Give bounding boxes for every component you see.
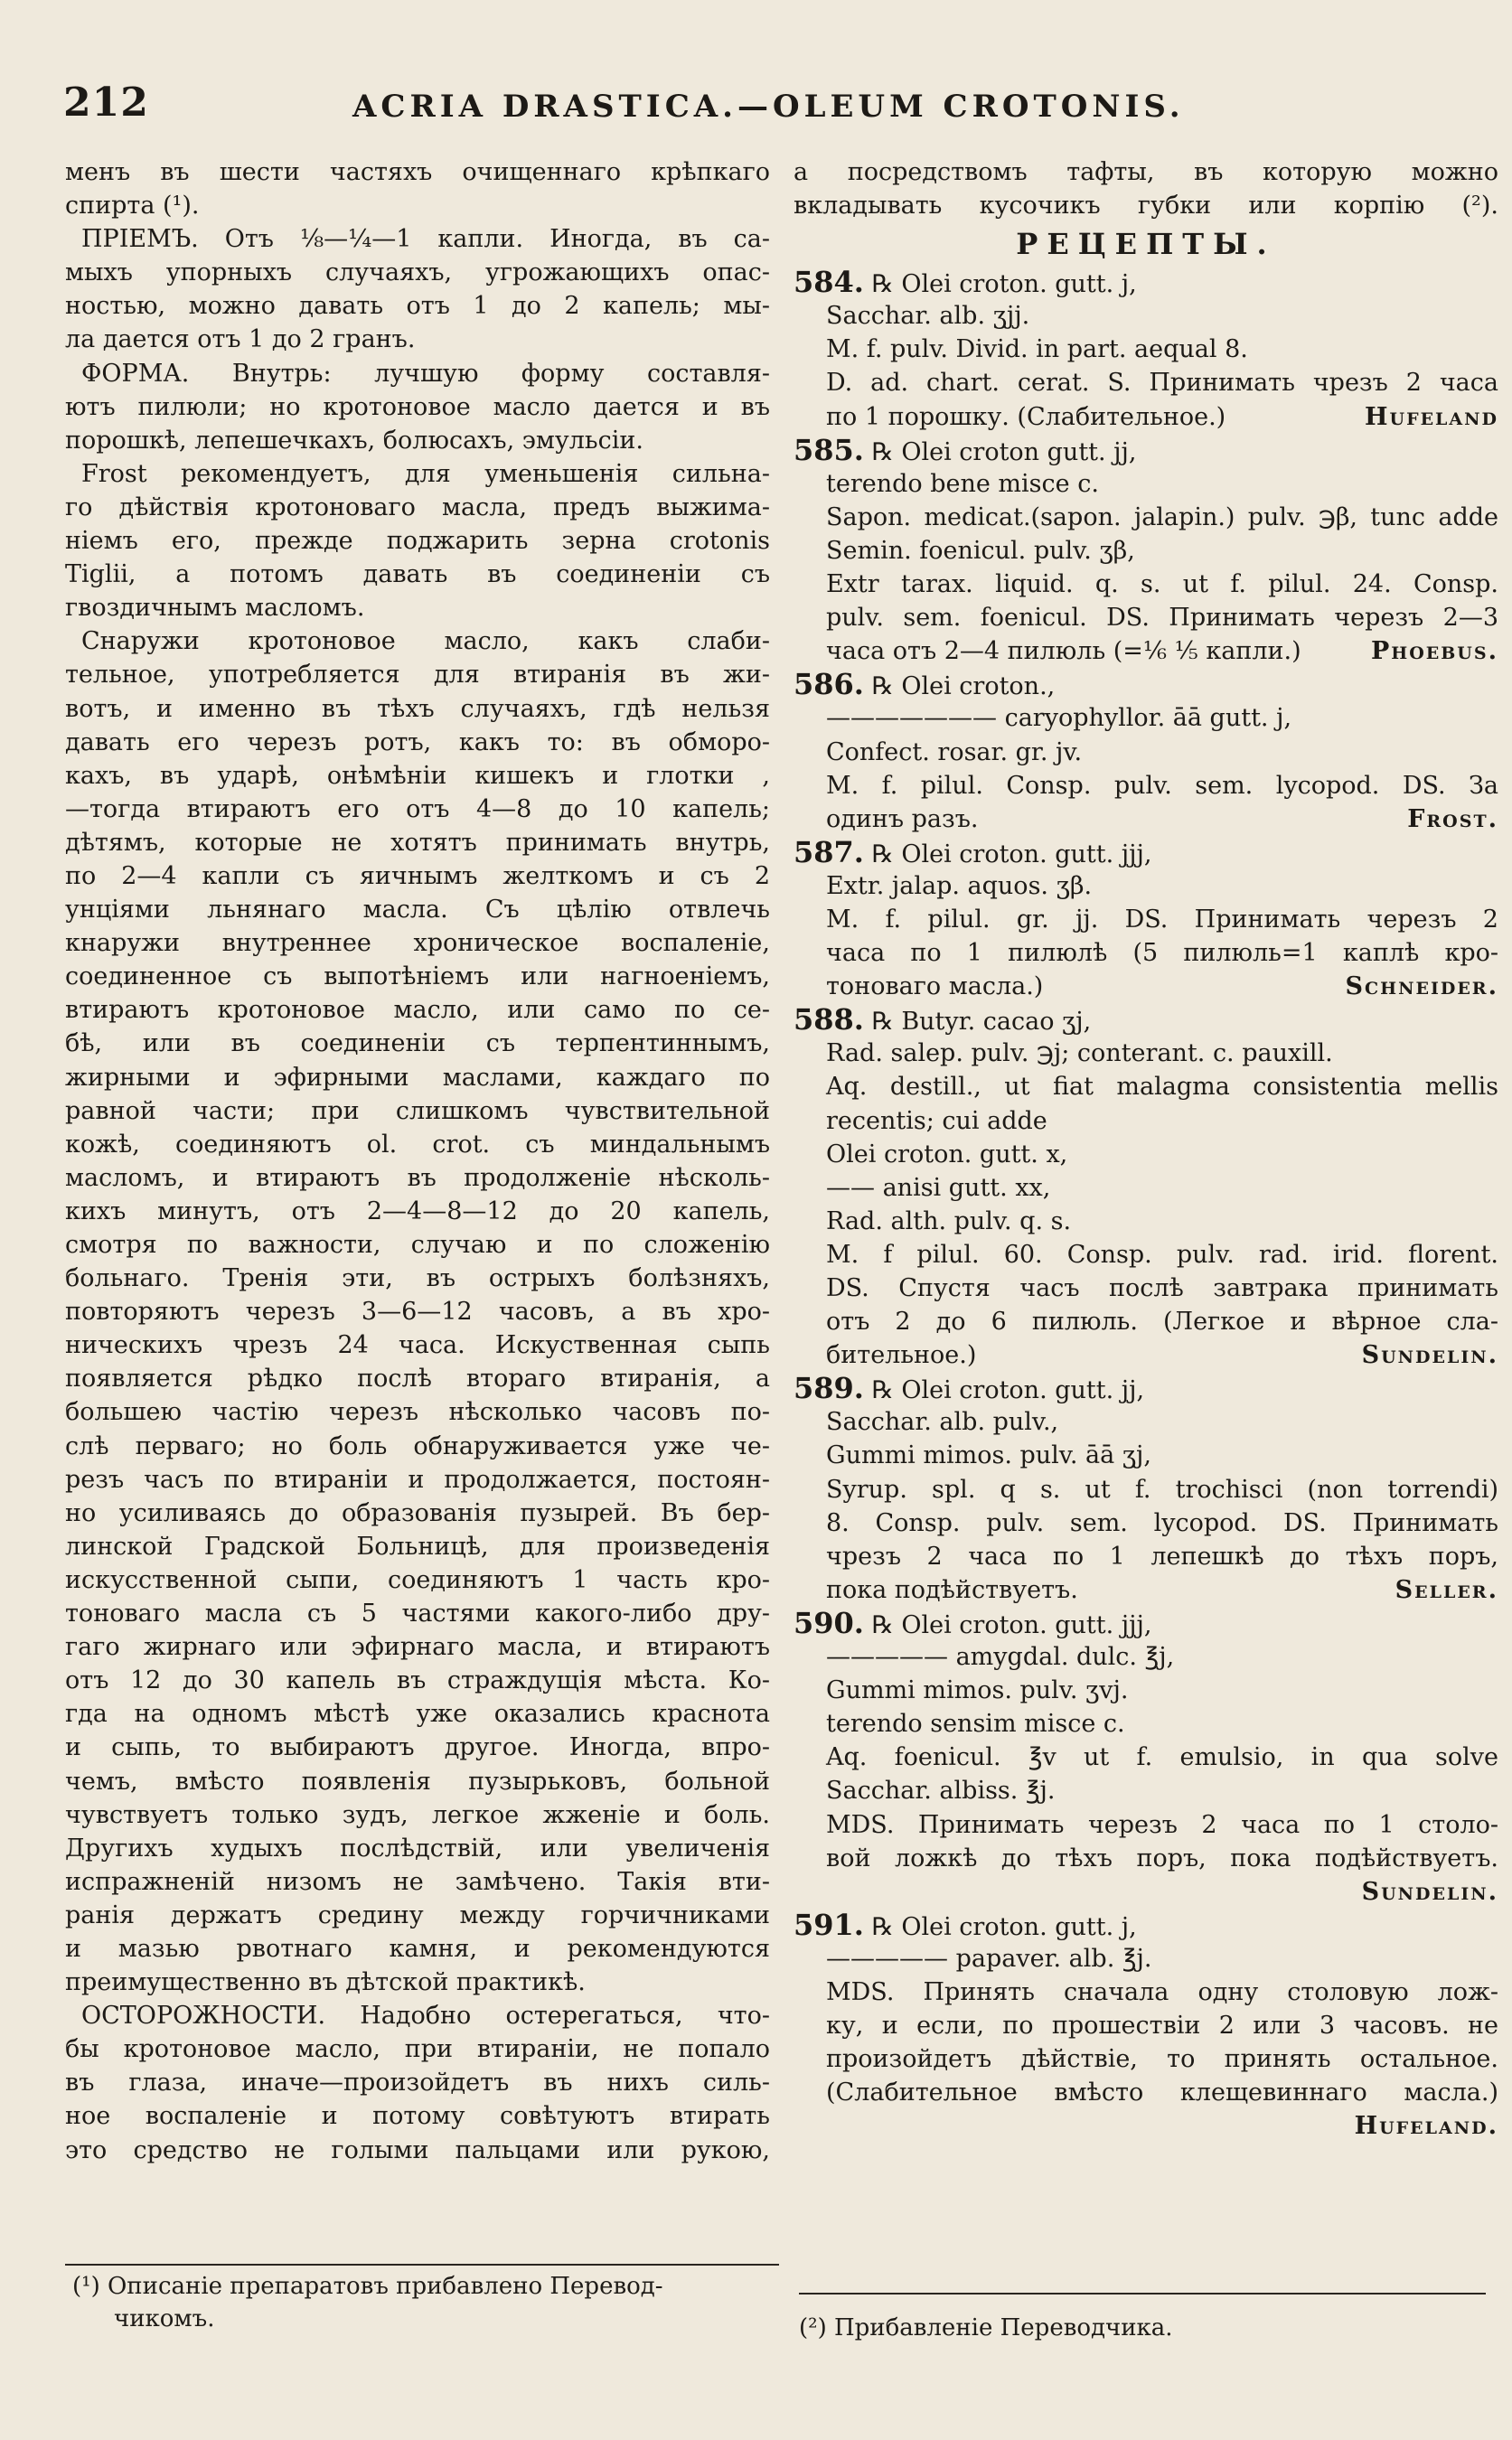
recipe-line (794, 936, 1498, 970)
text-line (65, 558, 770, 591)
text-line (65, 390, 770, 424)
line-text: Rad. salep. pulv. ℈j; conterant. c. pauxill. (826, 1039, 1333, 1068)
text-line (65, 1430, 770, 1463)
line-text: recentis; cui adde (826, 1106, 1047, 1135)
line-text: жирными и эфирными маслами, каждаго по (65, 1063, 770, 1092)
recipe-number: 587. (794, 835, 864, 869)
line-text: MDS. Принять сначала одну столовую лож- (826, 1977, 1498, 2006)
left-footnote-line-2: чикомъ. (114, 2305, 215, 2332)
line-text: одинъ разъ. (826, 804, 979, 833)
right-footnote-rule (799, 2293, 1486, 2295)
text-line (65, 1463, 770, 1497)
text-line (65, 1999, 770, 2032)
line-text: часа по 1 пилюлѣ (5 пилюль=1 каплѣ кро- (826, 939, 1498, 968)
line-text: ℞ Olei croton. gutt. jjj, (871, 1610, 1152, 1639)
recipe-line (794, 2109, 1498, 2143)
line-text: это средство не голыми пальцами или рукою, (65, 2135, 770, 2164)
recipe-line (794, 1674, 1498, 1707)
line-text: ностью, можно давать отъ 1 до 2 капель; мы- (65, 292, 770, 321)
recipe-line (794, 1473, 1498, 1506)
line-text: и сыпь, то выбираютъ другое. Иногда, впро- (65, 1733, 770, 1762)
line-text: ла дается отъ 1 до 2 гранъ. (65, 325, 416, 354)
text-line (65, 1697, 770, 1731)
text-line (65, 993, 770, 1027)
line-text: pulv. sem. foenicul. DS. Принимать черезъ 2—3 (826, 604, 1498, 633)
text-line (65, 1027, 770, 1060)
text-line (65, 189, 770, 222)
line-text: ное воспаленіе и потому совѣтуютъ втирать (65, 2102, 770, 2131)
text-line (65, 624, 770, 658)
line-text: повторяютъ черезъ 3—6—12 часовъ, а въ хро- (65, 1298, 770, 1327)
line-text: Semin. foenicul. pulv. ʒβ, (826, 536, 1135, 565)
line-text: появляется рѣдко послѣ втораго втиранія, а (65, 1365, 770, 1394)
line-text: Aq. foenicul. ℥v ut f. emulsio, in qua solve (826, 1743, 1498, 1772)
line-text: ℞ Butyr. cacao ʒj, (871, 1008, 1092, 1037)
line-text: (Слабительное вмѣсто клещевиннаго масла.) (826, 2079, 1498, 2107)
line-text: Confect. rosar. gr. jv. (826, 737, 1083, 766)
line-text: ранія держатъ средину между горчичниками (65, 1900, 770, 1929)
text-line (65, 826, 770, 859)
recipe-number: 590. (794, 1606, 864, 1640)
text-line (65, 2066, 770, 2099)
left-column (65, 155, 770, 2167)
text-line (65, 960, 770, 993)
recipe-line (794, 1405, 1498, 1439)
line-text: бительное.) (826, 1341, 977, 1370)
author-signature: Hufeland. (1354, 2112, 1498, 2141)
recipe-line (794, 299, 1498, 333)
line-text: Sacchar. albiss. ℥j. (826, 1777, 1056, 1806)
text-line (65, 692, 770, 726)
line-text: MDS. Принимать черезъ 2 часа по 1 столо- (826, 1810, 1498, 1839)
text-line (65, 1195, 770, 1228)
recipe-line (794, 366, 1498, 399)
recipe-line (794, 1808, 1498, 1842)
line-text: равной части; при слишкомъ чувствительной (65, 1096, 770, 1125)
line-text: M. f pilul. 60. Consp. pulv. rad. irid. florent. (826, 1240, 1498, 1269)
text-line (65, 1228, 770, 1262)
line-text: ℞ Olei croton., (871, 672, 1056, 701)
recipe-line (794, 601, 1498, 634)
text-line (65, 1731, 770, 1764)
author-signature: Phoebus. (1370, 637, 1498, 666)
line-text: ————— amygdal. dulc. ℥j, (826, 1643, 1175, 1672)
recipe-number: 586. (794, 668, 864, 702)
line-text: Снаружи кротоновое масло, какъ слаби- (81, 627, 770, 656)
line-text: кожѣ, соединяютъ ol. crot. съ миндальнымъ (65, 1130, 770, 1159)
text-line (65, 859, 770, 893)
line-text: тоноваго масла съ 5 частями какого-либо дру- (65, 1600, 770, 1628)
line-text: Другихъ худыхъ послѣдствій, или увеличенія (65, 1834, 770, 1863)
right-footnote (799, 2312, 1486, 2344)
text-line (65, 524, 770, 558)
line-text: соединенное съ выпотѣніемъ или нагноеніемъ, (65, 962, 770, 991)
line-text: ФОРМА. Внутрь: лучшую форму составля- (81, 359, 770, 388)
recipe-line (794, 266, 1498, 299)
recipe-number: 584. (794, 266, 864, 300)
right-column-continuation (794, 155, 1498, 222)
line-text: и мазью рвотнаго камня, и рекомендуются (65, 1934, 770, 1963)
text-line (65, 759, 770, 793)
text-line (65, 1597, 770, 1630)
line-text: го дѣйствія кротоноваго масла, предъ выжима- (65, 493, 770, 521)
text-line (65, 1128, 770, 1161)
line-text: ℞ Olei croton. gutt. jjj, (871, 840, 1152, 868)
recipe-line (794, 1037, 1498, 1070)
line-text: давать его черезъ ротъ, какъ то: въ обморо- (65, 727, 770, 756)
line-text: Extr. jalap. aquos. ʒβ. (826, 871, 1093, 900)
recipe-line (794, 333, 1498, 366)
line-text: въ глаза, иначе—произойдетъ въ нихъ силь- (65, 2069, 770, 2097)
line-text: вой ложкѣ до тѣхъ поръ, пока подѣйствуетъ. (826, 1844, 1498, 1872)
recipe-line (794, 903, 1498, 936)
line-text: дѣтямъ, которые не хотятъ принимать внутрь, (65, 828, 770, 857)
line-text: M. f. pilul. Consp. pulv. sem. lycopod. DS. За (826, 771, 1498, 800)
line-text: ПРІЕМЪ. Отъ ⅛—¼—1 капли. Иногда, въ са- (81, 225, 770, 254)
recipes-heading: РЕЦЕПТЫ. (1016, 227, 1276, 262)
line-text: гда на одномъ мѣстѣ уже оказались краснота (65, 1700, 770, 1729)
recipe-line (794, 1272, 1498, 1305)
line-text: отъ 2 до 6 пилюль. (Легкое и вѣрное сла- (826, 1308, 1498, 1337)
line-text: D. ad. chart. cerat. S. Принимать чрезъ 2 часа (826, 369, 1498, 398)
line-text: по 1 порошку. (Слабительное.) (826, 402, 1226, 431)
text-line (65, 424, 770, 457)
text-line (65, 289, 770, 323)
text-line (65, 793, 770, 826)
text-line (65, 1630, 770, 1664)
recipe-number: 591. (794, 1908, 864, 1942)
recipe-number: 589. (794, 1372, 864, 1406)
recipe-line (794, 1640, 1498, 1674)
text-line (65, 1262, 770, 1295)
line-text: линской Градской Больницѣ, для произведенія (65, 1532, 770, 1561)
recipe-line (794, 1975, 1498, 2009)
recipe-line (794, 467, 1498, 501)
recipe-line (794, 836, 1498, 869)
page-header (63, 80, 1446, 134)
line-text: Frost рекомендуетъ, для уменьшенія сильна- (81, 459, 770, 488)
text-line (65, 1497, 770, 1530)
line-text: вотъ, и именно въ тѣхъ случаяхъ, гдѣ нельзя (65, 694, 770, 723)
recipe-line (794, 434, 1498, 467)
left-footnote-line-1: (¹) Описаніе препаратовъ прибавлено Перевод- (72, 2273, 663, 2300)
recipe-line (794, 869, 1498, 903)
recipe-line (794, 2042, 1498, 2076)
line-text: ютъ пилюли; но кротоновое масло дается и въ (65, 392, 770, 421)
author-signature: Sundelin. (1361, 1341, 1498, 1370)
author-signature: Schneider. (1345, 972, 1498, 1001)
line-text: гаго жирнаго или эфирнаго масла, и втираютъ (65, 1633, 770, 1662)
line-text: ніемъ его, прежде поджарить зерна crotonis (65, 527, 770, 556)
recipe-line (794, 1138, 1498, 1171)
line-text: втираютъ кротоновое масло, или само по се- (65, 996, 770, 1025)
recipe-line (794, 769, 1498, 802)
recipe-line (794, 1070, 1498, 1103)
line-text: тоноваго масла.) (826, 972, 1044, 1001)
text-line (65, 1530, 770, 1563)
running-title: ACRIA DRASTICA.—OLEUM CROTONIS. (352, 89, 1185, 125)
line-text: испражненій низомъ не замѣчено. Такія вти- (65, 1867, 770, 1896)
text-line (65, 1865, 770, 1899)
recipe-line (794, 534, 1498, 568)
author-signature: Frost. (1407, 804, 1498, 833)
line-text: но усиливаясь до образованія пузырей. Въ бер- (65, 1498, 770, 1527)
line-text: Syrup. spl. q s. ut f. trochisci (non torrendi) (826, 1475, 1498, 1504)
text-line (65, 1061, 770, 1094)
recipe-line (794, 970, 1498, 1003)
text-line (65, 658, 770, 691)
line-text: Rad. alth. pulv. q. s. (826, 1206, 1072, 1235)
recipe-line (794, 1909, 1498, 1942)
text-line (65, 1932, 770, 1966)
line-text: чрезъ 2 часа по 1 лепешкѣ до тѣхъ поръ, (826, 1542, 1498, 1571)
left-footnote (72, 2270, 777, 2335)
recipe-line (794, 2076, 1498, 2109)
line-text: ℞ Olei croton. gutt. jj, (871, 1376, 1145, 1405)
line-text: Extr tarax. liquid. q. s. ut f. pilul. 24. Consp. (826, 570, 1498, 599)
text-line (65, 155, 770, 189)
text-line (65, 1966, 770, 1999)
line-text: тельное, употребляется для втиранія въ жи- (65, 661, 770, 690)
recipe-line (794, 1540, 1498, 1573)
line-text: слѣ перваго; но боль обнаруживается уже че- (65, 1431, 770, 1460)
line-text: terendo sensim misce c. (826, 1710, 1125, 1739)
text-line (65, 1094, 770, 1128)
recipe-line (794, 1104, 1498, 1138)
line-text: гвоздичнымъ масломъ. (65, 594, 365, 623)
author-signature: Sundelin. (1361, 1877, 1498, 1906)
text-line (65, 1832, 770, 1865)
text-line (65, 1798, 770, 1832)
line-text: ————— papaver. alb. ℥j. (826, 1944, 1152, 1973)
text-line (65, 491, 770, 524)
line-text: ОСТОРОЖНОСТИ. Надобно остерегаться, что- (81, 2002, 770, 2031)
recipe-line (794, 1171, 1498, 1205)
recipe-line (794, 2009, 1498, 2042)
line-text: 8. Consp. pulv. sem. lycopod. DS. Принимать (826, 1508, 1498, 1537)
line-text: M. f. pulv. Divid. in part. aequal 8. (826, 335, 1248, 364)
line-text: ℞ Olei croton. gutt. j, (871, 270, 1137, 299)
line-text: резъ часъ по втираніи и продолжается, постоян- (65, 1465, 770, 1494)
line-text: а посредствомъ тафты, въ которую можно (794, 158, 1498, 186)
line-text: порошкѣ, лепешечкахъ, болюсахъ, эмульсіи. (65, 426, 643, 455)
text-line (65, 1362, 770, 1395)
text-line (65, 357, 770, 390)
author-signature: Seller. (1395, 1575, 1498, 1604)
recipe-line (794, 701, 1498, 735)
recipe-line (794, 400, 1498, 434)
line-text: Sacchar. alb. ʒjj. (826, 302, 1030, 331)
text-line (65, 2099, 770, 2133)
text-line (65, 1395, 770, 1429)
recipe-number: 585. (794, 433, 864, 467)
line-text: больнаго. Тренія эти, въ острыхъ болѣзняхъ, (65, 1264, 770, 1293)
text-line (794, 155, 1498, 189)
text-line (65, 457, 770, 491)
line-text: отъ 12 до 30 капель въ страждущія мѣста. Ко- (65, 1666, 770, 1695)
line-text: M. f. pilul. gr. jj. DS. Принимать черезъ 2 (826, 905, 1498, 934)
recipe-line (794, 1707, 1498, 1741)
line-text: произойдетъ дѣйствіе, то принять остальное. (826, 2045, 1498, 2074)
line-text: часа отъ 2—4 пилюль (=⅙ ⅕ капли.) (826, 637, 1301, 666)
line-text: кихъ минутъ, отъ 2—4—8—12 до 20 капель, (65, 1197, 770, 1225)
line-text: Sacchar. alb. pulv., (826, 1408, 1059, 1437)
text-line (65, 1161, 770, 1195)
recipe-line (794, 501, 1498, 534)
line-text: большею частію черезъ нѣсколько часовъ по- (65, 1398, 770, 1427)
text-line (65, 222, 770, 256)
line-text: terendo bene misce c. (826, 469, 1099, 498)
line-text: Sapon. medicat.(sapon. jalapin.) pulv. ℈β, tunc adde (826, 502, 1498, 531)
text-line (65, 926, 770, 960)
line-text: пока подѣйствуетъ. (826, 1575, 1078, 1604)
text-line (65, 1899, 770, 1932)
recipe-line (794, 1003, 1498, 1037)
line-text: Olei croton. gutt. x, (826, 1140, 1068, 1168)
recipe-line (794, 1305, 1498, 1338)
recipe-line (794, 1439, 1498, 1472)
text-line (65, 2134, 770, 2167)
recipes-list (794, 266, 1498, 2143)
text-line (65, 323, 770, 356)
text-line (65, 1664, 770, 1697)
line-text: Aq. destill., ut fiat malagma consistentia mellis (826, 1073, 1498, 1102)
line-text: смотря по важности, случаю и по сложенію (65, 1231, 770, 1259)
line-text: кахъ, въ ударѣ, онѣмѣніи кишекъ и глотки , (65, 761, 770, 790)
line-text: ——————— caryophyllor. āā gutt. j, (826, 704, 1292, 733)
recipe-line (794, 1774, 1498, 1807)
line-text: чувствуетъ только зудъ, легкое жженіе и боль. (65, 1800, 770, 1829)
line-text: унціями льнянаго масла. Съ цѣлію отвлечь (65, 896, 770, 924)
recipe-line (794, 736, 1498, 769)
line-text: искусственной сыпи, соединяютъ 1 часть кро- (65, 1565, 770, 1594)
line-text: вкладывать кусочикъ губки или корпію (²). (794, 192, 1498, 221)
recipe-line (794, 1573, 1498, 1607)
recipe-line (794, 668, 1498, 701)
text-line (65, 1328, 770, 1362)
line-text: Tiglii, а потомъ давать въ соединеніи съ (65, 560, 770, 589)
text-line (65, 1563, 770, 1597)
recipe-line (794, 1205, 1498, 1238)
line-text: спирта (¹). (65, 192, 200, 221)
line-text: ническихъ чрезъ 24 часа. Искуственная сыпь (65, 1331, 770, 1360)
line-text: бы кротоновое масло, при втираніи, не попало (65, 2035, 770, 2064)
recipe-line (794, 1338, 1498, 1372)
line-text: чемъ, вмѣсто появленія пузырьковъ, больной (65, 1767, 770, 1796)
line-text: Gummi mimos. pulv. āā ʒj, (826, 1441, 1151, 1470)
line-text: по 2—4 капли съ яичнымъ желткомъ и съ 2 (65, 861, 770, 890)
text-line (65, 2032, 770, 2066)
recipe-line (794, 1741, 1498, 1774)
page-number: 212 (63, 80, 149, 126)
line-text: DS. Спустя часъ послѣ завтрака принимать (826, 1274, 1498, 1302)
recipe-line (794, 1238, 1498, 1272)
author-signature: Hufeland (1365, 402, 1498, 431)
text-line (65, 1295, 770, 1328)
line-text: масломъ, и втираютъ въ продолженіе нѣсколь- (65, 1163, 770, 1192)
recipe-line (794, 802, 1498, 836)
line-text: —— anisi gutt. xx, (826, 1173, 1051, 1202)
text-line (65, 1765, 770, 1798)
line-text: мыхъ упорныхъ случаяхъ, угрожающихъ опас- (65, 258, 770, 287)
recipe-line (794, 1875, 1498, 1909)
recipe-line (794, 1372, 1498, 1405)
line-text: ку, и если, по прошествіи 2 или 3 часовъ. не (826, 2012, 1498, 2041)
text-line (65, 591, 770, 624)
line-text: ℞ Olei croton gutt. jj, (871, 437, 1137, 466)
right-footnote-line: (²) Прибавленіе Переводчика. (799, 2314, 1173, 2341)
line-text: кнаружи внутреннее хроническое воспаленіе, (65, 929, 770, 958)
line-text: ℞ Olei croton. gutt. j, (871, 1912, 1137, 1941)
left-footnote-rule (65, 2264, 779, 2266)
recipe-line (794, 1506, 1498, 1540)
text-line (794, 189, 1498, 222)
line-text: —тогда втираютъ его отъ 4—8 до 10 капель; (65, 794, 770, 823)
line-text: преимущественно въ дѣтской практикѣ. (65, 1968, 586, 1997)
line-text: Gummi mimos. pulv. ʒvj. (826, 1676, 1129, 1705)
right-column (794, 155, 1498, 2143)
recipe-line (794, 1607, 1498, 1640)
recipe-line (794, 1842, 1498, 1875)
recipe-line (794, 568, 1498, 601)
text-line (65, 726, 770, 759)
text-line (65, 893, 770, 926)
line-text: бѣ, или въ соединеніи съ терпентиннымъ, (65, 1029, 770, 1058)
line-text: менъ въ шести частяхъ очищеннаго крѣпкаго (65, 158, 770, 186)
recipe-number: 588. (794, 1003, 864, 1037)
text-line (65, 256, 770, 289)
recipe-line (794, 634, 1498, 668)
recipe-line (794, 1942, 1498, 1975)
